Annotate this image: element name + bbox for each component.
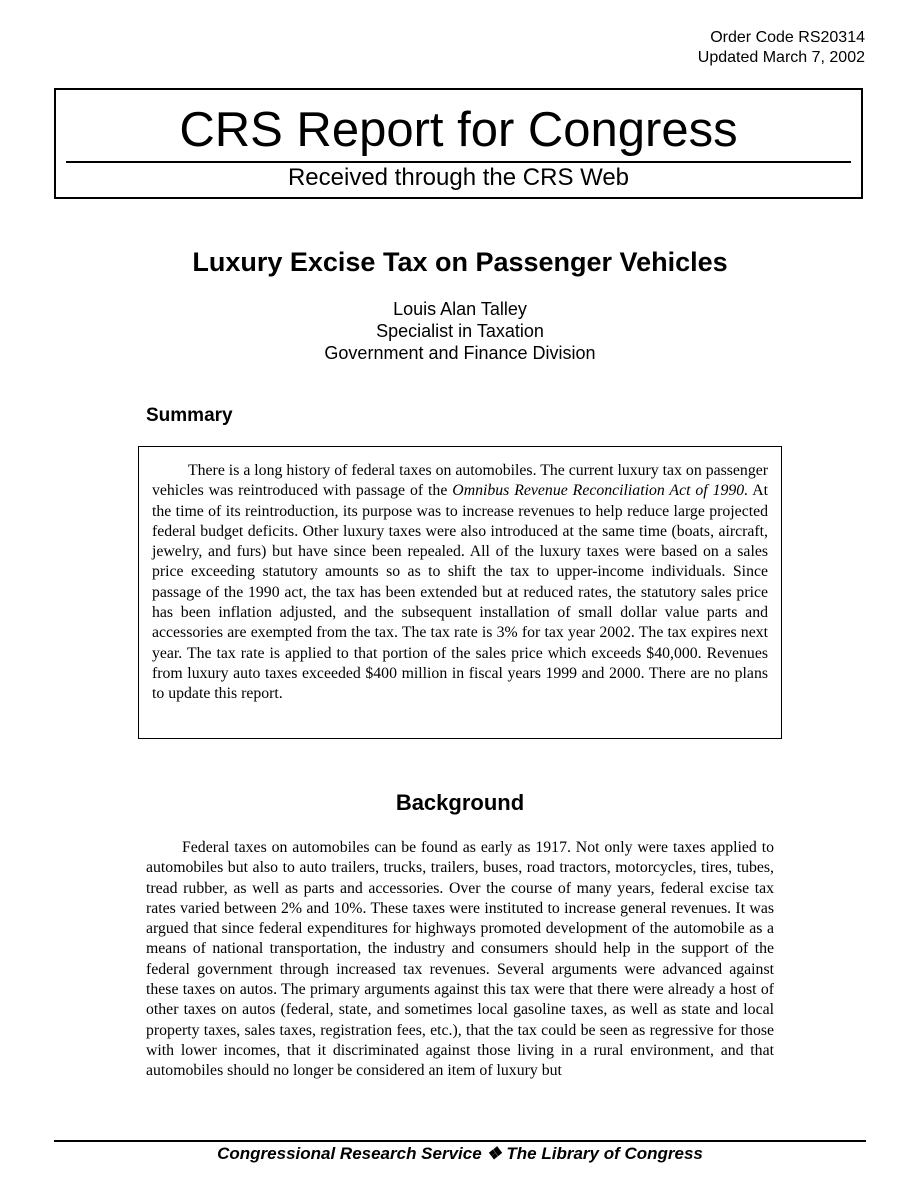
summary-text-part1: There is a long history of federal taxes on automobiles. The current luxury tax on passenger vehicles was reintroduced with passage of the [152,462,768,500]
summary-heading: Summary [146,405,233,426]
footer [0,1143,920,1165]
author-division: Government and Finance Division [324,343,596,363]
order-info [698,28,865,68]
background-paragraph: Federal taxes on automobiles can be found as early as 1917. Not only were taxes applied to automobiles but also to auto trailers, trucks, trailers, buses, road tractors, motorcycles, tires, tubes, tread rubber, as well as parts and accessories. Over the course of many years, federal excise tax rates varied between 2% and 10%. These taxes were instituted to increase general revenues. It was argued that since federal expenditures for highways promoted development of the automobile as a means of national transportation, the industry and consumers should help in the support of the federal government through increased tax revenues. Several arguments were advanced against these taxes on autos. The primary arguments against this tax were that there were already a host of other taxes on autos (federal, state, and sometimes local gasoline taxes, as well as state and local property taxes, sales taxes, registration fees, etc.), that the tax could be seen as regressive for those with lower incomes, that it discriminated against those living in a rural environment, and that automobiles should no longer be considered an item of luxury but [146,839,774,1080]
summary-act-title: Omnibus Revenue Reconciliation Act of 1990. [452,482,749,500]
document-title: Luxury Excise Tax on Passenger Vehicles [192,247,728,277]
footer-crs: Congressional Research Service [217,1144,482,1163]
order-code: Order Code RS20314 [710,29,865,46]
banner-title: CRS Report for Congress [179,103,738,157]
summary-text-part2: At the time of its reintroduction, its purpose was to increase revenues to help reduce large projected federal budget deficits. Other luxury taxes were also introduced at the same time (boats, aircraft, jewelry, and furs) but have since been repealed. All of the luxury taxes were based on a sales price exceeding statutory amounts so as to shift the tax to upper-income individuals. Since passage of the 1990 act, the tax has been extended but at reduced rates, the statutory sales price has been inflation adjusted, and the subsequent installation of small dollar value parts and accessories are exempted from the tax. The tax rate is 3% for tax year 2002. The tax expires next year. The tax rate is applied to that portion of the sales price which exceeds $40,000. Revenues from luxury auto taxes exceeded $400 million in fiscal years 1999 and 2000. There are no plans to update this report. [152,482,769,703]
author-role: Specialist in Taxation [376,321,544,341]
author-block [0,298,920,364]
background-heading: Background [395,790,525,815]
footer-loc: The Library of Congress [506,1144,703,1163]
banner-divider [66,161,851,163]
banner-subtitle: Received through the CRS Web [287,164,630,191]
footer-divider [54,1140,866,1142]
footer-separator: ❖ [486,1144,502,1163]
summary-box [138,446,782,739]
summary-paragraph [152,461,768,705]
updated-date: Updated March 7, 2002 [697,49,865,66]
author-name: Louis Alan Talley [393,299,527,319]
report-banner [54,88,863,199]
